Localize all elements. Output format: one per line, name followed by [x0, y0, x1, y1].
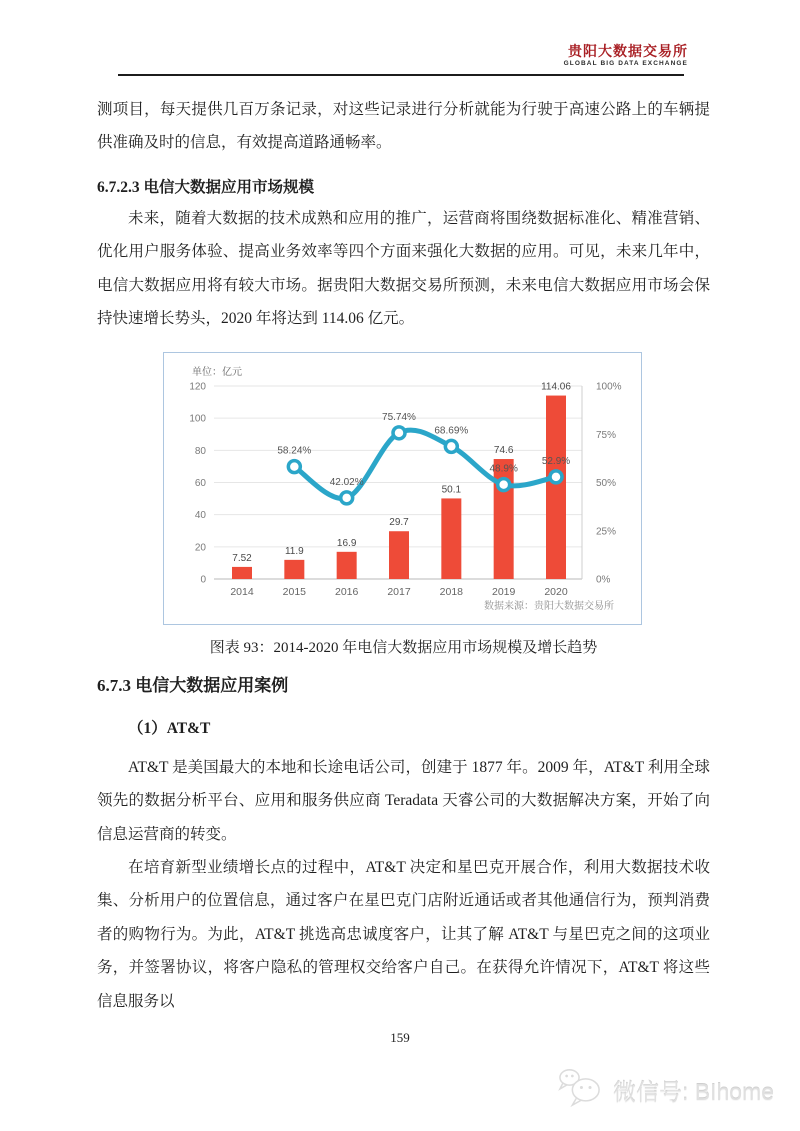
svg-text:16.9: 16.9	[336, 537, 357, 549]
svg-text:25%: 25%	[596, 526, 617, 538]
svg-text:74.6: 74.6	[493, 445, 514, 457]
svg-text:单位：亿元: 单位：亿元	[192, 367, 242, 378]
figure-caption: 图表 93：2014-2020 年电信大数据应用市场规模及增长趋势	[209, 640, 598, 656]
svg-text:2019: 2019	[491, 586, 516, 598]
svg-text:58.24%: 58.24%	[277, 445, 312, 457]
svg-text:50.1: 50.1	[441, 484, 462, 496]
svg-text:75%: 75%	[596, 429, 617, 441]
svg-text:11.9: 11.9	[284, 545, 304, 557]
svg-text:50%: 50%	[596, 478, 617, 489]
svg-text:2018: 2018	[439, 586, 464, 598]
wechat-icon	[557, 1066, 603, 1114]
paragraph-market-size: 未来，随着大数据的技术成熟和应用的推广，运营商将围绕数据标准化、精准营销、优化用户服务体验、提高业务效率等四个方面来强化大数据的应用。可见，未来几年中，电信大数据应用将有较大市场。据贵阳大数据交易所预测，未来电信大数据应用市场会保持快速增长势头，2020 年将达到 114.06 亿元。	[97, 210, 710, 328]
svg-text:数据来源：贵阳大数据交易所: 数据来源：贵阳大数据交易所	[484, 601, 614, 612]
svg-text:114.06: 114.06	[541, 381, 571, 393]
paragraph-intro: 测项目，每天提供几百万条记录，对这些记录进行分析就能为行驶于高速公路上的车辆提供准确及时的信息，有效提高道路通畅率。	[97, 101, 710, 152]
exchange-logo	[564, 44, 688, 68]
svg-text:0%: 0%	[596, 574, 611, 586]
subheading-att: （1）AT&T	[128, 720, 211, 737]
logo-subtitle-en: GLOBAL BIG DATA EXCHANGE	[563, 60, 688, 67]
logo-title-cn: 贵阳大数据交易所	[568, 43, 688, 59]
svg-text:2020: 2020	[544, 586, 568, 598]
wechat-watermark	[557, 1066, 774, 1114]
svg-text:2015: 2015	[282, 586, 307, 598]
section-heading-6-7-3: 6.7.3 电信大数据应用案例	[97, 676, 289, 695]
svg-text:120: 120	[189, 381, 206, 393]
market-size-growth-chart	[164, 353, 641, 624]
svg-text:100: 100	[189, 413, 206, 425]
svg-text:40: 40	[194, 510, 206, 522]
svg-text:7.52: 7.52	[232, 552, 252, 564]
paragraph-att-2: 在培育新型业绩增长点的过程中，AT&T 决定和星巴克开展合作，利用大数据技术收集、分析用户的位置信息，通过客户在星巴克门店附近通话或者其他通信行为，预判消费者的购物行为。为此，AT&T 挑选高忠诚度客户，让其了解 AT&T 与星巴克之间的这项业务，并签署协议，将客户隐私的管理权交给客户自己。在获得允许情况下，AT&T 将这些信息服务以	[97, 859, 710, 1010]
svg-text:75.74%: 75.74%	[382, 411, 416, 423]
paragraph-att-1: AT&T 是美国最大的本地和长途电话公司，创建于 1877 年。2009 年，AT&T 利用全球领先的数据分析平台、应用和服务供应商 Teradata 天睿公司的大数据解决方案，开始了向信息运营商的转变。	[97, 759, 710, 843]
svg-text:42.02%: 42.02%	[329, 476, 364, 488]
page-number: 159	[390, 1030, 410, 1045]
svg-text:2014: 2014	[230, 586, 254, 598]
svg-text:20: 20	[194, 542, 206, 554]
svg-text:29.7: 29.7	[389, 517, 409, 529]
svg-text:48.9%: 48.9%	[489, 463, 518, 475]
svg-text:100%: 100%	[596, 381, 622, 393]
svg-text:2016: 2016	[334, 586, 359, 598]
svg-text:68.69%: 68.69%	[434, 425, 469, 437]
watermark-label: 微信号: BIhome	[612, 1078, 774, 1105]
section-heading-6-7-2-3: 6.7.2.3 电信大数据应用市场规模	[97, 179, 315, 196]
svg-text:80: 80	[194, 445, 206, 457]
svg-text:52.9%: 52.9%	[541, 455, 571, 467]
figure-chart	[163, 352, 642, 625]
svg-text:2017: 2017	[387, 586, 411, 598]
header-rule	[118, 74, 684, 76]
svg-text:60: 60	[194, 478, 206, 489]
svg-text:0: 0	[200, 574, 206, 586]
